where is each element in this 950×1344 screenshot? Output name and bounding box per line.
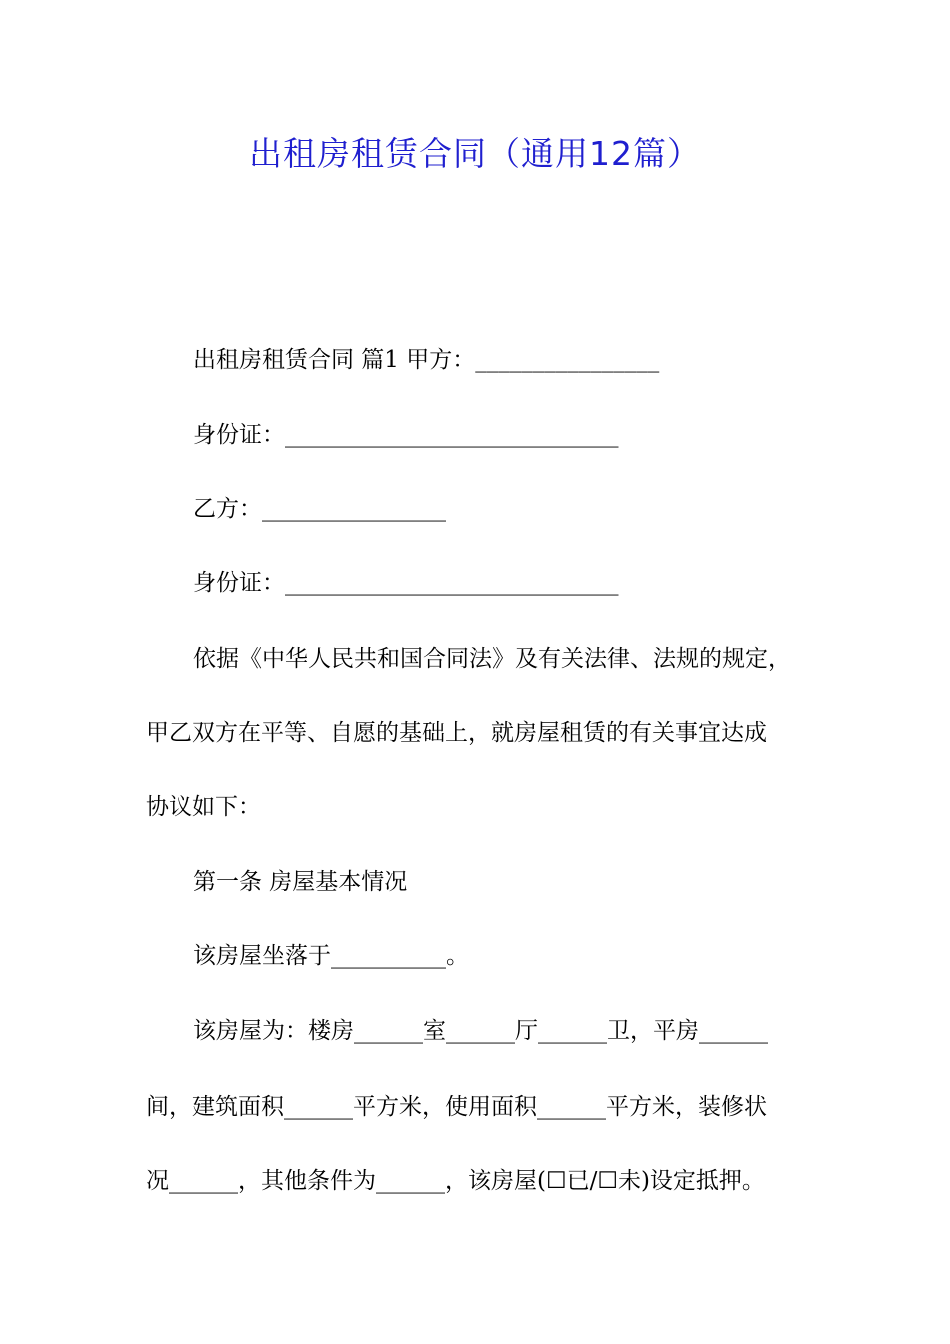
house-type-line-1: 该房屋为：楼房______室______厅______卫，平房______ bbox=[193, 1018, 768, 1044]
legal-basis-line-2: 甲乙双方在平等、自愿的基础上，就房屋租赁的有关事宜达成 bbox=[146, 720, 767, 746]
house-type-line-2: 间，建筑面积______平方米，使用面积______平方米，装修状 bbox=[146, 1094, 767, 1120]
party-b-line: 乙方：________________ bbox=[193, 496, 446, 522]
header-line-party-a: 出租房租赁合同 篇1 甲方：________________ bbox=[193, 347, 660, 373]
id-card-line-a: 身份证：_____________________________ bbox=[193, 422, 619, 448]
legal-basis-line-3: 协议如下： bbox=[146, 794, 261, 820]
house-location-line: 该房屋坐落于__________。 bbox=[193, 943, 469, 969]
document-title: 出租房租赁合同（通用12篇） bbox=[249, 134, 701, 173]
house-type-line-3: 况______，其他条件为______，该房屋(☐已/☐未)设定抵押。 bbox=[146, 1168, 765, 1194]
article-one-heading: 第一条 房屋基本情况 bbox=[193, 869, 408, 895]
id-card-line-b: 身份证：_____________________________ bbox=[193, 570, 619, 596]
legal-basis-line-1: 依据《中华人民共和国合同法》及有关法律、法规的规定， bbox=[193, 646, 791, 672]
